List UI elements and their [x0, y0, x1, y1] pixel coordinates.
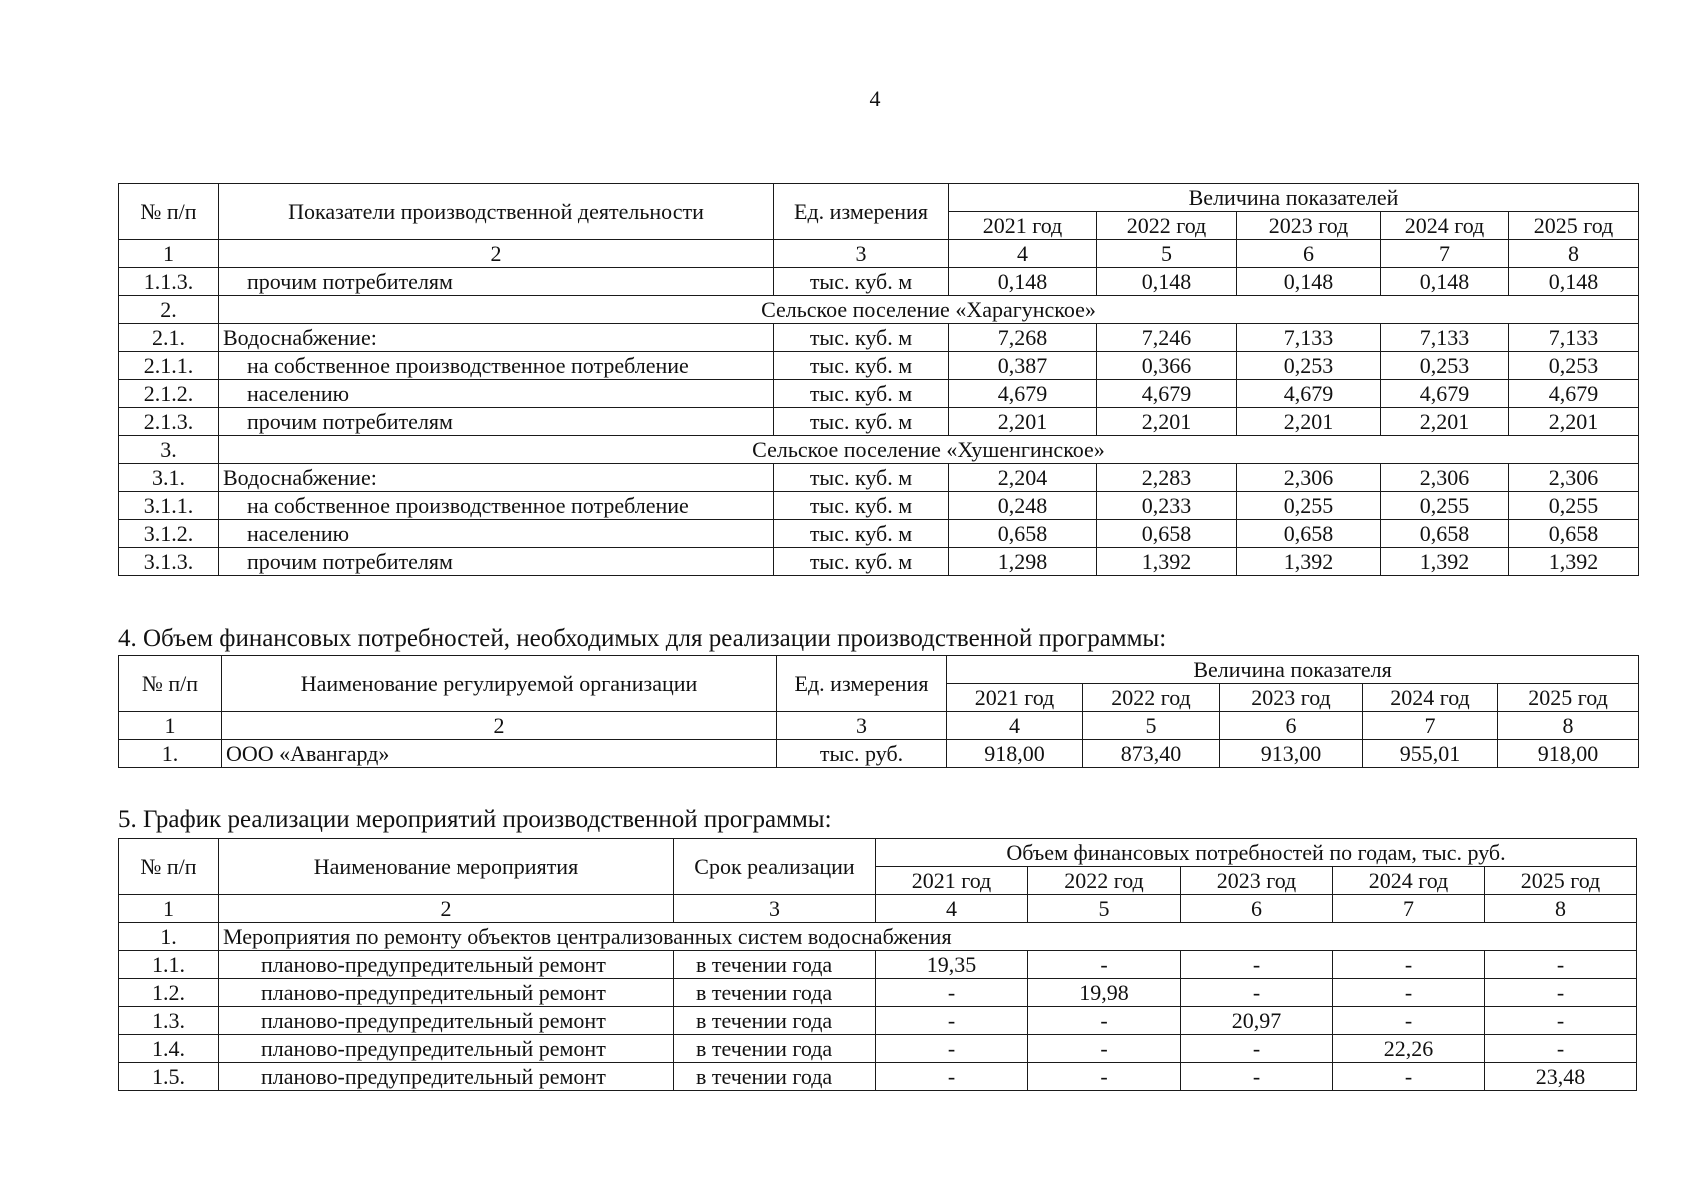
value-cell: 1,392 [1097, 548, 1237, 576]
value-cell: - [1485, 1035, 1637, 1063]
column-number: 5 [1028, 895, 1181, 923]
indicator-name: Водоснабжение: [219, 324, 774, 352]
value-cell: 1,392 [1237, 548, 1381, 576]
row-number: 1.4. [119, 1035, 219, 1063]
column-number: 1 [119, 712, 222, 740]
value-cell: - [1181, 1035, 1333, 1063]
value-cell: 2,201 [1381, 408, 1509, 436]
value-cell: 873,40 [1083, 740, 1220, 768]
value-cell: 0,658 [1237, 520, 1381, 548]
unit-cell: тыс. куб. м [774, 380, 949, 408]
section-row [119, 436, 1639, 464]
unit-cell: тыс. куб. м [774, 548, 949, 576]
header-year: 2023 год [1220, 684, 1363, 712]
value-cell: 1,298 [949, 548, 1097, 576]
value-cell: - [876, 1007, 1028, 1035]
value-cell: 918,00 [1498, 740, 1639, 768]
column-number: 3 [777, 712, 947, 740]
value-cell: 2,201 [1237, 408, 1381, 436]
column-number: 4 [947, 712, 1083, 740]
value-cell: - [1333, 1063, 1485, 1091]
header-values-group: Величина показателя [947, 656, 1639, 684]
value-cell: - [1181, 979, 1333, 1007]
unit-cell: тыс. куб. м [774, 408, 949, 436]
page-number: 4 [869, 86, 881, 111]
financial-needs-table [118, 655, 1639, 768]
value-cell: 0,253 [1381, 352, 1509, 380]
term-cell: в течении года [674, 1035, 876, 1063]
column-number: 4 [949, 240, 1097, 268]
value-cell: 0,148 [1509, 268, 1639, 296]
value-cell: 0,148 [949, 268, 1097, 296]
header-organization: Наименование регулируемой организации [222, 656, 777, 712]
value-cell: 23,48 [1485, 1063, 1637, 1091]
column-number: 4 [876, 895, 1028, 923]
value-cell: 0,148 [1237, 268, 1381, 296]
row-number: 1. [119, 740, 222, 768]
value-cell: - [1485, 951, 1637, 979]
value-cell: 7,133 [1509, 324, 1639, 352]
value-cell: 0,148 [1381, 268, 1509, 296]
activity-name: планово-предупредительный ремонт [219, 979, 674, 1007]
row-number: 2.1. [119, 324, 219, 352]
value-cell: 0,658 [1097, 520, 1237, 548]
value-cell: 7,246 [1097, 324, 1237, 352]
section-title: Сельское поселение «Хушенгинское» [219, 436, 1639, 464]
value-cell: 0,255 [1237, 492, 1381, 520]
unit-cell: тыс. куб. м [774, 464, 949, 492]
value-cell: - [1181, 1063, 1333, 1091]
column-number: 5 [1097, 240, 1237, 268]
value-cell: 4,679 [1097, 380, 1237, 408]
column-number: 2 [222, 712, 777, 740]
term-cell: в течении года [674, 979, 876, 1007]
header-year: 2021 год [949, 212, 1097, 240]
row-number: 3. [119, 436, 219, 464]
value-cell: 2,306 [1509, 464, 1639, 492]
row-number: 2. [119, 296, 219, 324]
value-cell: - [876, 1063, 1028, 1091]
value-cell: - [876, 1035, 1028, 1063]
value-cell: - [1333, 1007, 1485, 1035]
term-cell: в течении года [674, 1007, 876, 1035]
activity-name: планово-предупредительный ремонт [219, 1035, 674, 1063]
value-cell: 0,658 [1381, 520, 1509, 548]
unit-cell: тыс. куб. м [774, 352, 949, 380]
production-indicators-table [118, 183, 1639, 576]
indicator-name: на собственное производственное потребление [219, 352, 774, 380]
value-cell: - [1485, 1007, 1637, 1035]
column-number: 7 [1363, 712, 1498, 740]
value-cell: 1,392 [1381, 548, 1509, 576]
header-year: 2025 год [1498, 684, 1639, 712]
value-cell: - [1028, 951, 1181, 979]
table-row [119, 352, 1639, 380]
organization-name: ООО «Авангард» [222, 740, 777, 768]
value-cell: 2,201 [1509, 408, 1639, 436]
column-number: 6 [1237, 240, 1381, 268]
indicator-name: прочим потребителям [219, 408, 774, 436]
value-cell: 20,97 [1181, 1007, 1333, 1035]
value-cell: 2,201 [1097, 408, 1237, 436]
value-cell: - [1333, 951, 1485, 979]
schedule-table [118, 838, 1637, 1091]
value-cell: 2,201 [949, 408, 1097, 436]
table-row [119, 520, 1639, 548]
header-year: 2021 год [947, 684, 1083, 712]
row-number: 1.3. [119, 1007, 219, 1035]
section-title: Мероприятия по ремонту объектов централизованных систем водоснабжения [219, 923, 1637, 951]
value-cell: - [1181, 951, 1333, 979]
value-cell: - [1333, 979, 1485, 1007]
unit-cell: тыс. куб. м [774, 268, 949, 296]
indicator-name: Водоснабжение: [219, 464, 774, 492]
value-cell: 0,233 [1097, 492, 1237, 520]
header-year: 2024 год [1381, 212, 1509, 240]
value-cell: 2,306 [1237, 464, 1381, 492]
value-cell: 4,679 [1381, 380, 1509, 408]
indicator-name: на собственное производственное потребление [219, 492, 774, 520]
unit-cell: тыс. куб. м [774, 324, 949, 352]
column-number-row [119, 712, 1639, 740]
value-cell: - [1028, 1063, 1181, 1091]
column-number: 6 [1220, 712, 1363, 740]
column-number: 7 [1381, 240, 1509, 268]
header-unit: Ед. измерения [774, 184, 949, 240]
row-number: 2.1.3. [119, 408, 219, 436]
column-number-row [119, 895, 1637, 923]
value-cell: 913,00 [1220, 740, 1363, 768]
value-cell: 22,26 [1333, 1035, 1485, 1063]
section-4-title: 4. Объем финансовых потребностей, необходимых для реализации производственной программы: [118, 625, 1167, 652]
header-indicator: Показатели производственной деятельности [219, 184, 774, 240]
row-number: 1.1.3. [119, 268, 219, 296]
column-number: 8 [1485, 895, 1637, 923]
column-number: 7 [1333, 895, 1485, 923]
term-cell: в течении года [674, 1063, 876, 1091]
column-number: 1 [119, 895, 219, 923]
header-year: 2022 год [1083, 684, 1220, 712]
value-cell: 0,255 [1509, 492, 1639, 520]
value-cell: 7,268 [949, 324, 1097, 352]
column-number: 2 [219, 240, 774, 268]
header-activity: Наименование мероприятия [219, 839, 674, 895]
row-number: 2.1.1. [119, 352, 219, 380]
header-values-group: Объем финансовых потребностей по годам, тыс. руб. [876, 839, 1637, 867]
header-term: Срок реализации [674, 839, 876, 895]
value-cell: 4,679 [1237, 380, 1381, 408]
indicator-name: прочим потребителям [219, 548, 774, 576]
header-year: 2022 год [1028, 867, 1181, 895]
table-row [119, 548, 1639, 576]
header-year: 2023 год [1181, 867, 1333, 895]
value-cell: 19,98 [1028, 979, 1181, 1007]
header-year: 2024 год [1333, 867, 1485, 895]
header-year: 2021 год [876, 867, 1028, 895]
table-row [119, 324, 1639, 352]
unit-cell: тыс. куб. м [774, 492, 949, 520]
value-cell: 0,148 [1097, 268, 1237, 296]
column-number: 8 [1498, 712, 1639, 740]
row-number: 1.1. [119, 951, 219, 979]
value-cell: - [1028, 1035, 1181, 1063]
header-year: 2025 год [1485, 867, 1637, 895]
table-row [119, 408, 1639, 436]
section-title: Сельское поселение «Харагунское» [219, 296, 1639, 324]
value-cell: 0,248 [949, 492, 1097, 520]
table-row [119, 979, 1637, 1007]
row-number: 3.1.1. [119, 492, 219, 520]
table-row [119, 380, 1639, 408]
header-year: 2025 год [1509, 212, 1639, 240]
row-number: 3.1.3. [119, 548, 219, 576]
value-cell: - [876, 979, 1028, 1007]
column-number: 3 [774, 240, 949, 268]
header-unit: Ед. измерения [777, 656, 947, 712]
indicator-name: населению [219, 520, 774, 548]
table-row [119, 268, 1639, 296]
table-row [119, 492, 1639, 520]
table-row [119, 1007, 1637, 1035]
value-cell: 2,306 [1381, 464, 1509, 492]
unit-cell: тыс. руб. [777, 740, 947, 768]
header-num: № п/п [119, 839, 219, 895]
activity-name: планово-предупредительный ремонт [219, 951, 674, 979]
row-number: 1.5. [119, 1063, 219, 1091]
table-row [119, 951, 1637, 979]
table-row [119, 740, 1639, 768]
indicator-name: населению [219, 380, 774, 408]
value-cell: 0,253 [1509, 352, 1639, 380]
activity-name: планово-предупредительный ремонт [219, 1063, 674, 1091]
column-number: 6 [1181, 895, 1333, 923]
value-cell: 0,658 [1509, 520, 1639, 548]
column-number: 1 [119, 240, 219, 268]
value-cell: 19,35 [876, 951, 1028, 979]
value-cell: 7,133 [1381, 324, 1509, 352]
section-row [119, 923, 1637, 951]
unit-cell: тыс. куб. м [774, 520, 949, 548]
header-year: 2024 год [1363, 684, 1498, 712]
value-cell: 0,366 [1097, 352, 1237, 380]
value-cell: 0,658 [949, 520, 1097, 548]
value-cell: 7,133 [1237, 324, 1381, 352]
section-5-title: 5. График реализации мероприятий производственной программы: [118, 806, 832, 833]
header-year: 2023 год [1237, 212, 1381, 240]
value-cell: 0,387 [949, 352, 1097, 380]
value-cell: 2,283 [1097, 464, 1237, 492]
value-cell: 1,392 [1509, 548, 1639, 576]
column-number: 2 [219, 895, 674, 923]
value-cell: 2,204 [949, 464, 1097, 492]
column-number: 5 [1083, 712, 1220, 740]
column-number: 3 [674, 895, 876, 923]
value-cell: 4,679 [1509, 380, 1639, 408]
section-row [119, 296, 1639, 324]
header-year: 2022 год [1097, 212, 1237, 240]
row-number: 3.1. [119, 464, 219, 492]
column-number: 8 [1509, 240, 1639, 268]
value-cell: 4,679 [949, 380, 1097, 408]
row-number: 3.1.2. [119, 520, 219, 548]
value-cell: 918,00 [947, 740, 1083, 768]
header-num: № п/п [119, 184, 219, 240]
value-cell: - [1028, 1007, 1181, 1035]
value-cell: 0,253 [1237, 352, 1381, 380]
table-row [119, 1035, 1637, 1063]
value-cell: - [1485, 979, 1637, 1007]
row-number: 2.1.2. [119, 380, 219, 408]
value-cell: 955,01 [1363, 740, 1498, 768]
table-row [119, 464, 1639, 492]
row-number: 1.2. [119, 979, 219, 1007]
row-number: 1. [119, 923, 219, 951]
header-num: № п/п [119, 656, 222, 712]
indicator-name: прочим потребителям [219, 268, 774, 296]
value-cell: 0,255 [1381, 492, 1509, 520]
activity-name: планово-предупредительный ремонт [219, 1007, 674, 1035]
table-row [119, 1063, 1637, 1091]
header-values-group: Величина показателей [949, 184, 1639, 212]
column-number-row [119, 240, 1639, 268]
term-cell: в течении года [674, 951, 876, 979]
